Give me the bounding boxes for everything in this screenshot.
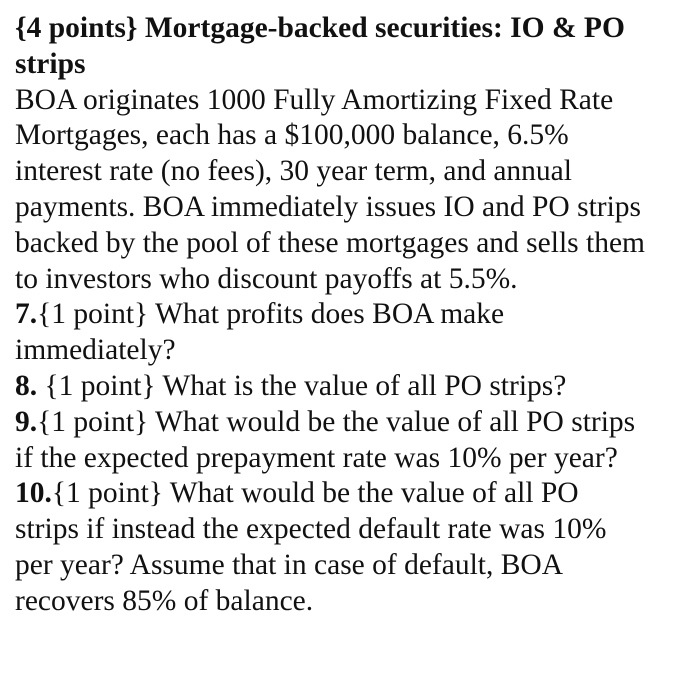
question-8-text: What is the value of all PO strips? xyxy=(155,369,567,402)
intro-line: payments. BOA immediately issues IO and PO strips xyxy=(15,190,642,223)
question-9-text: What would be the value of all PO strips xyxy=(148,405,636,438)
title-text: Mortgage-backed securities: IO & PO xyxy=(137,12,625,44)
question-8-points: {1 point} xyxy=(44,369,156,402)
title-points: {4 points} xyxy=(15,12,138,44)
question-9-number: 9. xyxy=(15,405,38,438)
question-10-line-4: recovers 85% of balance. xyxy=(15,584,314,617)
question-9-line-1 xyxy=(15,405,686,441)
problem-intro xyxy=(15,83,686,298)
question-10 xyxy=(15,476,686,619)
question-8-line-1 xyxy=(15,369,686,405)
question-7-line-2: immediately? xyxy=(15,334,176,367)
question-10-line-1 xyxy=(15,476,686,512)
intro-line: to investors who discount payoffs at 5.5%. xyxy=(15,262,518,295)
question-8 xyxy=(15,369,686,405)
question-10-line-3: per year? Assume that in case of default, BOA xyxy=(15,548,564,581)
question-10-text: What would be the value of all PO xyxy=(162,477,579,510)
intro-line: BOA originates 1000 Fully Amortizing Fixed Rate xyxy=(15,83,614,116)
question-7-text: What profits does BOA make xyxy=(148,298,505,331)
question-10-number: 10. xyxy=(15,477,52,510)
question-9 xyxy=(15,405,686,477)
question-10-line-2: strips if instead the expected default rate was 10% xyxy=(15,513,607,546)
intro-line: backed by the pool of these mortgages and sells them xyxy=(15,226,645,259)
question-10-points: {1 point} xyxy=(51,477,163,510)
question-7-points: {1 point} xyxy=(37,298,149,331)
question-7-line-1 xyxy=(15,297,686,333)
title-line-2: strips xyxy=(15,47,86,80)
question-9-line-2: if the expected prepayment rate was 10% per year? xyxy=(15,441,618,474)
intro-line: interest rate (no fees), 30 year term, and annual xyxy=(15,155,572,188)
title-line-1 xyxy=(15,11,686,47)
question-7-number: 7. xyxy=(15,298,38,331)
question-9-points: {1 point} xyxy=(37,405,149,438)
question-7 xyxy=(15,297,686,369)
question-8-number: 8. xyxy=(15,369,45,402)
problem-title xyxy=(15,11,686,83)
intro-line: Mortgages, each has a $100,000 balance, 6.5% xyxy=(15,119,569,152)
